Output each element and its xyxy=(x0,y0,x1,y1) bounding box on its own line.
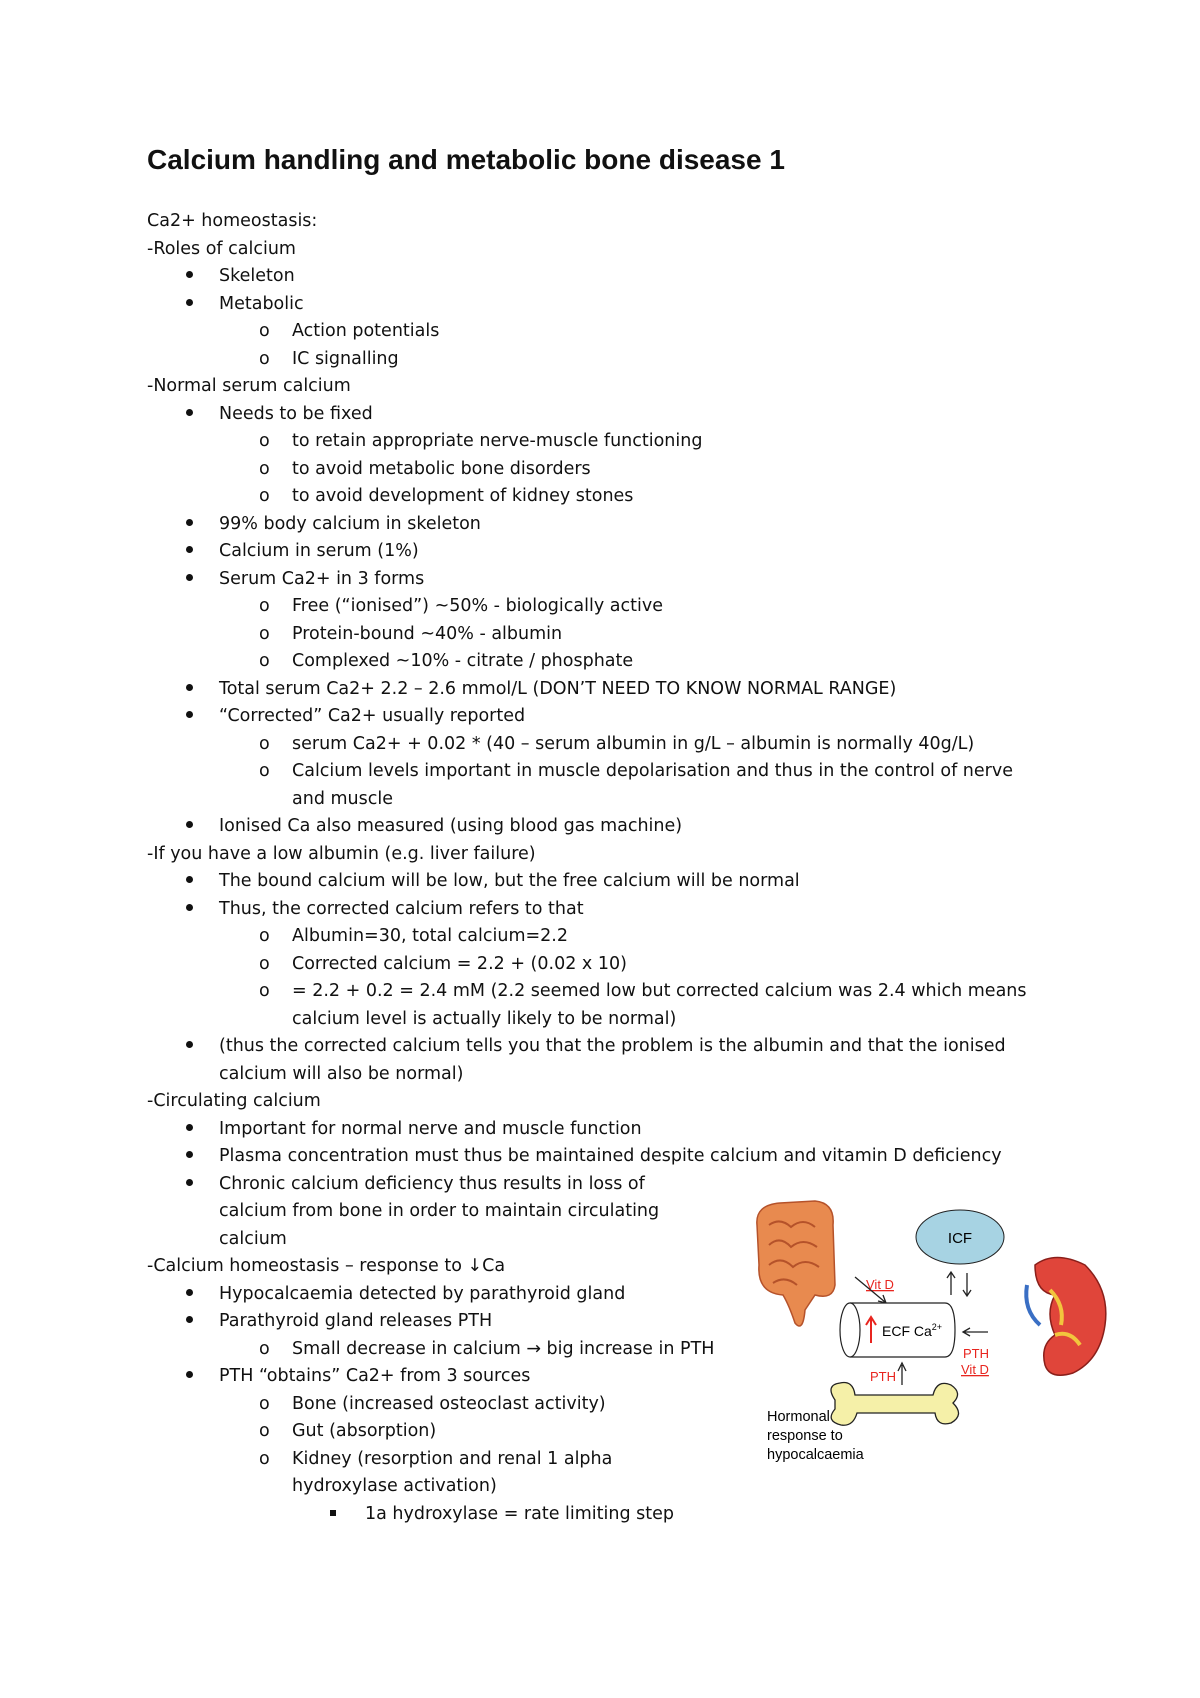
pth-bottom-label: PTH xyxy=(870,1369,896,1384)
list-item: Protein-bound ~40% - albumin xyxy=(292,623,563,644)
bullet-marker: o xyxy=(259,733,270,754)
list-item: Albumin=30, total calcium=2.2 xyxy=(292,926,568,946)
list-item: 1a hydroxylase = rate limiting step xyxy=(365,1503,675,1524)
list-item: Calcium levels important in muscle depolarisation and thus in the control of nerve xyxy=(292,761,1013,781)
list-item: “Corrected” Ca2+ usually reported xyxy=(219,706,526,726)
list-item: hydroxylase activation) xyxy=(292,1476,497,1496)
list-item: Thus, the corrected calcium refers to that xyxy=(219,898,584,919)
icf-up-arrow xyxy=(947,1272,955,1295)
bullet-marker xyxy=(186,1310,193,1332)
list-item: calcium will also be normal) xyxy=(219,1063,464,1084)
list-item: Needs to be fixed xyxy=(219,403,373,424)
list-item: Gut (absorption) xyxy=(292,1421,437,1441)
bullet-marker xyxy=(186,1145,193,1167)
bullet-marker xyxy=(186,1365,193,1387)
bullet-marker xyxy=(186,898,193,920)
list-item: Hypocalcaemia detected by parathyroid gland xyxy=(219,1283,626,1304)
bullet-marker: o xyxy=(259,348,270,369)
bullet-marker xyxy=(186,705,193,727)
section-heading: -If you have a low albumin (e.g. liver failure) xyxy=(147,843,536,864)
bullet-marker xyxy=(330,1503,336,1525)
bullet-marker: o xyxy=(259,926,270,946)
list-item: Small decrease in calcium → big increase in PTH xyxy=(292,1338,715,1359)
bullet-marker: o xyxy=(259,1338,270,1359)
list-item: to retain appropriate nerve-muscle functioning xyxy=(292,431,703,451)
section-heading: -Roles of calcium xyxy=(147,238,296,259)
vitd-left-label: Vit D xyxy=(866,1277,894,1292)
bone-arrow xyxy=(898,1363,906,1385)
bullet-marker: o xyxy=(259,623,270,644)
section-heading: -Circulating calcium xyxy=(147,1091,321,1111)
bullet-marker: o xyxy=(259,1393,270,1414)
list-item: serum Ca2+ + 0.02 * (40 – serum albumin in g/L – albumin is normally 40g/L) xyxy=(292,733,975,754)
list-item: Action potentials xyxy=(292,321,440,341)
bullet-marker xyxy=(186,1283,193,1305)
list-item: Plasma concentration must thus be maintained despite calcium and vitamin D deficiency xyxy=(219,1146,1002,1166)
bullet-marker: o xyxy=(259,953,270,974)
section-heading: -Calcium homeostasis – response to ↓Ca xyxy=(147,1256,506,1276)
list-item: IC signalling xyxy=(292,348,399,369)
kidney-icon xyxy=(1026,1258,1106,1376)
bullet-marker: o xyxy=(259,981,270,1001)
section-heading: Ca2+ homeostasis: xyxy=(147,211,318,231)
list-item: calcium xyxy=(219,1228,287,1249)
hormonal-response-diagram xyxy=(755,1195,1115,1485)
bullet-marker xyxy=(186,815,193,837)
list-item: Bone (increased osteoclast activity) xyxy=(292,1393,606,1414)
icf-down-arrow xyxy=(963,1273,971,1296)
bone-icon xyxy=(831,1383,959,1426)
bullet-marker xyxy=(186,1035,193,1057)
list-item: Serum Ca2+ in 3 forms xyxy=(219,568,425,589)
bullet-marker: o xyxy=(259,596,270,616)
bullet-marker: o xyxy=(259,458,270,479)
list-item: The bound calcium will be low, but the free calcium will be normal xyxy=(219,871,800,891)
bullet-marker xyxy=(186,513,193,535)
bullet-marker xyxy=(186,1173,193,1195)
bullet-marker xyxy=(186,293,193,315)
diagram-caption: Hormonal response to hypocalcaemia xyxy=(767,1409,864,1463)
bullet-marker: o xyxy=(259,486,270,506)
list-item: to avoid metabolic bone disorders xyxy=(292,458,591,479)
list-item: Chronic calcium deficiency thus results in loss of xyxy=(219,1173,645,1194)
bullet-marker xyxy=(186,870,193,892)
bullet-marker xyxy=(186,678,193,700)
kidney-arrow xyxy=(963,1328,988,1336)
bullet-marker xyxy=(186,540,193,562)
bullet-marker xyxy=(186,265,193,287)
bullet-marker: o xyxy=(259,431,270,451)
icf-label: ICF xyxy=(947,1230,973,1247)
vitd-right-label: Vit D xyxy=(961,1362,989,1377)
bullet-marker: o xyxy=(259,1421,270,1441)
bullet-marker: o xyxy=(259,1448,270,1469)
list-item: Ionised Ca also measured (using blood gas machine) xyxy=(219,816,683,836)
list-item: 99% body calcium in skeleton xyxy=(219,513,481,534)
pth-right-label: PTH xyxy=(963,1346,989,1361)
list-item: calcium from bone in order to maintain circulating xyxy=(219,1201,660,1221)
bullet-marker: o xyxy=(259,321,270,341)
page-title: Calcium handling and metabolic bone disease 1 xyxy=(147,144,785,175)
list-item: Skeleton xyxy=(219,266,295,286)
intestine-icon xyxy=(757,1201,835,1326)
ecf-label: ECF $Ca^{2+}$ xyxy=(882,1322,943,1339)
bullet-marker: o xyxy=(259,651,270,671)
list-item: Total serum Ca2+ 2.2 – 2.6 mmol/L (DON’T NEED TO KNOW NORMAL RANGE) xyxy=(219,678,897,699)
bullet-marker: o xyxy=(259,761,270,781)
list-item: Corrected calcium = 2.2 + (0.02 x 10) xyxy=(292,953,627,974)
list-item: and muscle xyxy=(292,788,393,809)
list-item: = 2.2 + 0.2 = 2.4 mM (2.2 seemed low but corrected calcium was 2.4 which means xyxy=(292,981,1027,1001)
list-item: Free (“ionised”) ~50% - biologically active xyxy=(292,596,663,616)
list-item: to avoid development of kidney stones xyxy=(292,486,634,506)
bullet-marker xyxy=(186,403,193,425)
list-item: Parathyroid gland releases PTH xyxy=(219,1311,493,1331)
bullet-marker xyxy=(186,568,193,590)
bullet-marker xyxy=(186,1118,193,1140)
list-item: Complexed ~10% - citrate / phosphate xyxy=(292,651,634,671)
list-item: Calcium in serum (1%) xyxy=(219,541,419,561)
list-item: Metabolic xyxy=(219,293,304,314)
list-item: Kidney (resorption and renal 1 alpha xyxy=(292,1448,613,1469)
list-item: calcium level is actually likely to be normal) xyxy=(292,1008,677,1029)
list-item: (thus the corrected calcium tells you that the problem is the albumin and that the ionised xyxy=(219,1036,1006,1056)
section-heading: -Normal serum calcium xyxy=(147,376,351,396)
list-item: Important for normal nerve and muscle function xyxy=(219,1118,642,1139)
list-item: PTH “obtains” Ca2+ from 3 sources xyxy=(219,1366,531,1386)
